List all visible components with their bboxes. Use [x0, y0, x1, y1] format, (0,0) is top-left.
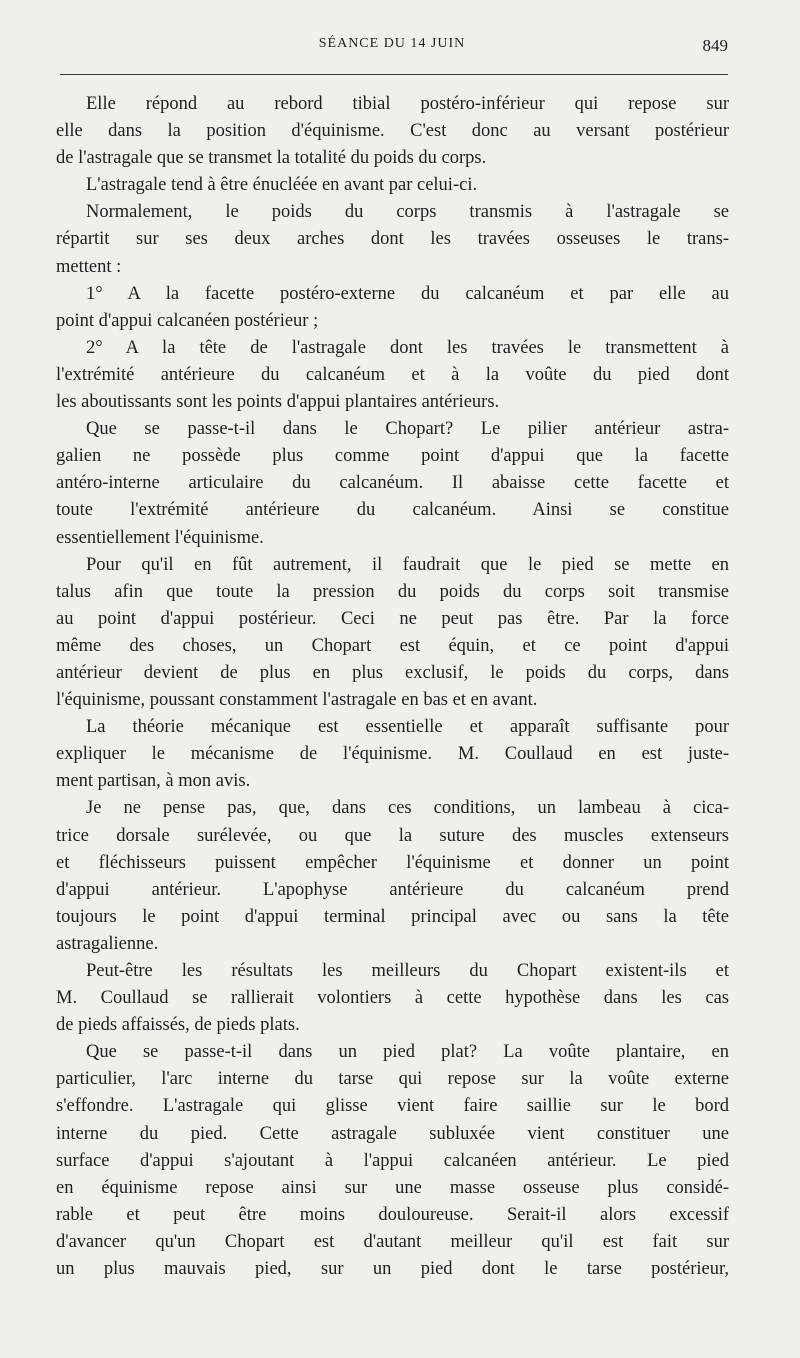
text-line: Je ne pense pas, que, dans ces conditions, un lambeau à cica-	[86, 798, 729, 819]
running-title: SÉANCE DU 14 JUIN	[318, 36, 466, 51]
text-line: particulier, l'arc interne du tarse qui repose sur la voûte externe	[56, 1069, 729, 1090]
text-line: au point d'appui postérieur. Ceci ne peut pas être. Par la force	[56, 608, 729, 629]
text-line: La théorie mécanique est essentielle et apparaît suffisante pour	[86, 717, 729, 738]
text-line: Normalement, le poids du corps transmis à l'astragale se	[86, 202, 729, 223]
text-line: Pour qu'il en fût autrement, il faudrait que le pied se mette en	[86, 554, 729, 575]
text-line: mettent :	[56, 256, 122, 277]
text-line: répartit sur ses deux arches dont les travées osseuses le trans-	[56, 229, 729, 250]
text-line: Que se passe-t-il dans le Chopart? Le pilier antérieur astra-	[86, 419, 729, 440]
text-line: en équinisme repose ainsi sur une masse osseuse plus considé-	[56, 1177, 729, 1198]
text-line: un plus mauvais pied, sur un pied dont le tarse postérieur,	[56, 1259, 729, 1280]
text-line: M. Coullaud se rallierait volontiers à cette hypothèse dans les cas	[56, 988, 729, 1009]
text-line: trice dorsale surélevée, ou que la suture des muscles extenseurs	[56, 825, 729, 846]
text-line: L'astragale tend à être énucléée en avant par celui-ci.	[86, 175, 478, 196]
page-header	[56, 36, 728, 60]
text-line: Que se passe-t-il dans un pied plat? La voûte plantaire, en	[86, 1042, 729, 1063]
text-line: l'équinisme, poussant constamment l'astragale en bas et en avant.	[56, 690, 538, 711]
page-number: 849	[702, 36, 728, 55]
text-line: toute l'extrémité antérieure du calcanéum. Ainsi se constitue	[56, 500, 729, 521]
text-line: 1° A la facette postéro-externe du calcanéum et par elle au	[86, 283, 729, 304]
text-line: Peut-être les résultats les meilleurs du Chopart existent-ils et	[86, 961, 729, 981]
text-line: antéro-interne articulaire du calcanéum. Il abaisse cette facette et	[56, 473, 729, 494]
text-line: et fléchisseurs puissent empêcher l'équinisme et donner un point	[56, 852, 729, 873]
text-line: toujours le point d'appui terminal principal avec ou sans la tête	[56, 906, 729, 927]
text-line: les aboutissants sont les points d'appui plantaires antérieurs.	[56, 392, 500, 413]
text-line: d'appui antérieur. L'apophyse antérieure du calcanéum prend	[56, 879, 729, 900]
text-line: antérieur devient de plus en plus exclusif, le poids du corps, dans	[56, 662, 729, 683]
text-line: Elle répond au rebord tibial postéro-inférieur qui repose sur	[86, 94, 729, 114]
header-rule	[60, 74, 728, 75]
text-line: rable et peut être moins douloureuse. Serait-il alors excessif	[56, 1204, 729, 1225]
text-line: interne du pied. Cette astragale subluxée vient constituer une	[56, 1123, 729, 1144]
text-line: d'avancer qu'un Chopart est d'autant meilleur qu'il est fait sur	[56, 1231, 729, 1252]
text-line: surface d'appui s'ajoutant à l'appui calcanéen antérieur. Le pied	[56, 1150, 729, 1171]
text-line: l'extrémité antérieure du calcanéum et à la voûte du pied dont	[56, 364, 729, 385]
text-line: astragalienne.	[56, 933, 159, 954]
text-line: de l'astragale que se transmet la totalité du poids du corps.	[56, 148, 487, 169]
text-line: talus afin que toute la pression du poids du corps soit transmise	[56, 581, 729, 602]
text-line: de pieds affaissés, de pieds plats.	[56, 1015, 300, 1036]
text-line: ment partisan, à mon avis.	[56, 771, 251, 792]
text-line: s'effondre. L'astragale qui glisse vient faire saillie sur le bord	[56, 1096, 729, 1117]
text-line: essentiellement l'équinisme.	[56, 527, 264, 548]
text-line: elle dans la position d'équinisme. C'est donc au versant postérieur	[56, 121, 729, 142]
text-line: point d'appui calcanéen postérieur ;	[56, 310, 319, 331]
text-line: galien ne possède plus comme point d'appui que la facette	[56, 446, 729, 467]
text-line: même des choses, un Chopart est équin, et ce point d'appui	[56, 635, 729, 656]
text-line: 2° A la tête de l'astragale dont les travées le transmettent à	[86, 337, 729, 358]
text-line: expliquer le mécanisme de l'équinisme. M. Coullaud en est juste-	[56, 744, 729, 765]
body-text	[56, 91, 729, 1283]
